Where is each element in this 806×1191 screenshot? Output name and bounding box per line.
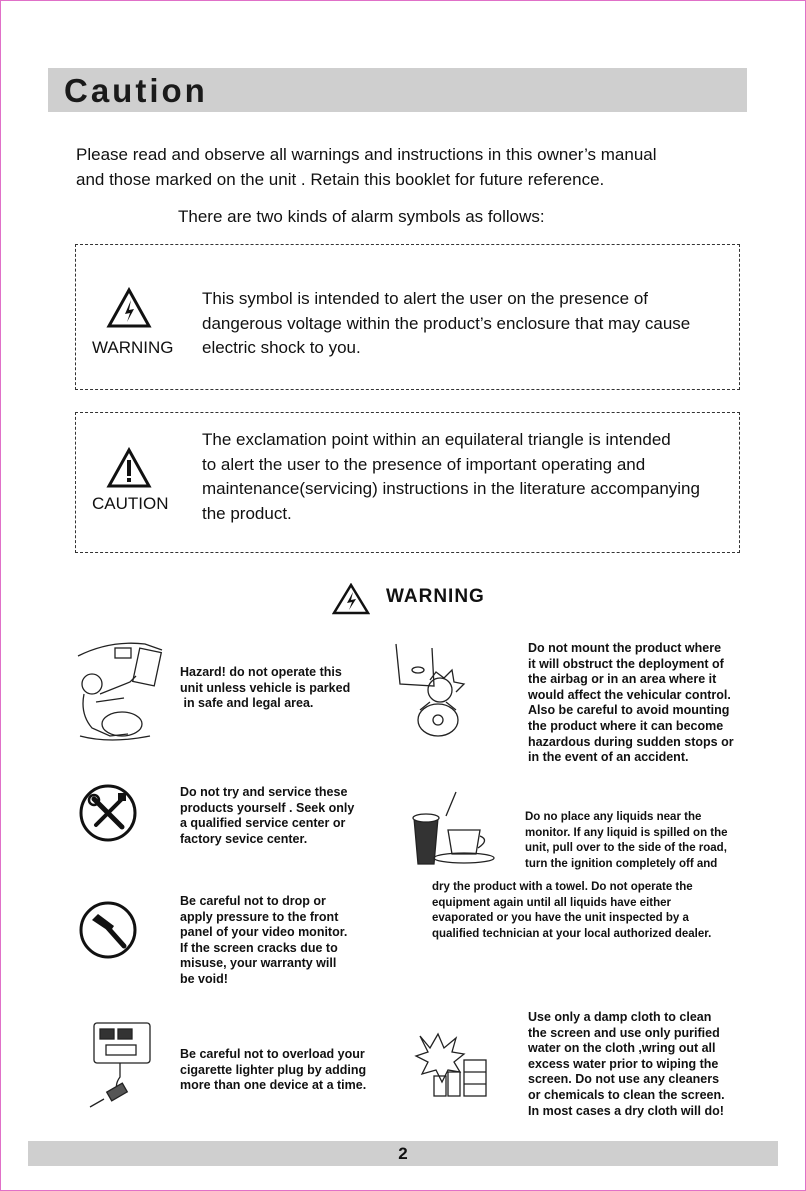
caution-label: CAUTION	[92, 494, 169, 513]
airbag-warning-text: Do not mount the product where it will obstruct the deployment of the airbag or in an area where it would affect the vehicular control. Also be careful to avoid mounting the product where it can become hazardous during sudden stops or in the event of an accident.	[528, 641, 734, 765]
airbag-illustration-icon	[390, 640, 490, 740]
cleaning-chemicals-icon	[412, 1032, 492, 1102]
liquids-warning-text: Do no place any liquids near the monitor. If any liquid is spilled on the unit, pull over to the side of the road, turn the ignition completely off and	[525, 811, 728, 870]
drop-warning-text: Be careful not to drop or apply pressure to the front panel of your video monitor. If the screen cracks due to misuse, your warranty will be void!	[180, 894, 348, 986]
hazard-warning-text: Hazard! do not operate this unit unless vehicle is parked in safe and legal area.	[180, 665, 351, 711]
cleaning-warning-text: Use only a damp cloth to clean the screen and use only purified water on the cloth ,wring out all excess water prior to wiping the screen. Do not use any cleaners or chemicals to clean the screen. In most cases a dry cloth will do!	[528, 1010, 725, 1118]
warning-symbol-box	[75, 244, 740, 390]
electric-shock-warning-icon	[106, 287, 152, 329]
cigarette-lighter-icon	[80, 1015, 165, 1110]
page-title: Caution	[64, 72, 208, 109]
exclamation-caution-icon	[106, 447, 152, 489]
page-number: 2	[398, 1144, 408, 1163]
warning-label: WARNING	[92, 338, 174, 357]
header-bar	[48, 68, 747, 112]
caution-description: The exclamation point within an equilateral triangle is intended to alert the user to the presence of important operating and maintenance(servicing) instructions in the literature accompanying the product.	[202, 430, 700, 523]
warning-section-heading	[332, 583, 532, 613]
liquids-warning-text-continued: dry the product with a towel. Do not operate the equipment again until all liquids have either evaporated or you have the unit inspected by a qualified technician at your local authorized dealer.	[432, 881, 712, 940]
driver-illustration-icon	[70, 636, 170, 746]
liquid-cup-icon	[410, 790, 500, 870]
electric-shock-warning-icon	[332, 583, 370, 615]
caution-symbol-box	[75, 412, 740, 553]
service-warning-text: Do not try and service these products yourself . Seek only a qualified service center or factory sevice center.	[180, 785, 355, 846]
symbols-intro: There are two kinds of alarm symbols as follows:	[178, 207, 545, 226]
footer-bar	[28, 1141, 778, 1166]
lighter-warning-text: Be careful not to overload your cigarette lighter plug by adding more than one device at a time.	[180, 1047, 367, 1093]
warning-description: This symbol is intended to alert the user on the presence of dangerous voltage within the product’s enclosure that may cause electric shock to you.	[202, 289, 691, 357]
intro-line: Please read and observe all warnings and instructions in this owner’s manual	[76, 145, 657, 164]
hammer-icon	[78, 900, 138, 960]
intro-line: and those marked on the unit . Retain this booklet for future reference.	[76, 170, 605, 189]
tools-icon	[78, 783, 138, 843]
warning-section-title: WARNING	[386, 586, 485, 607]
intro-paragraph	[76, 142, 756, 192]
